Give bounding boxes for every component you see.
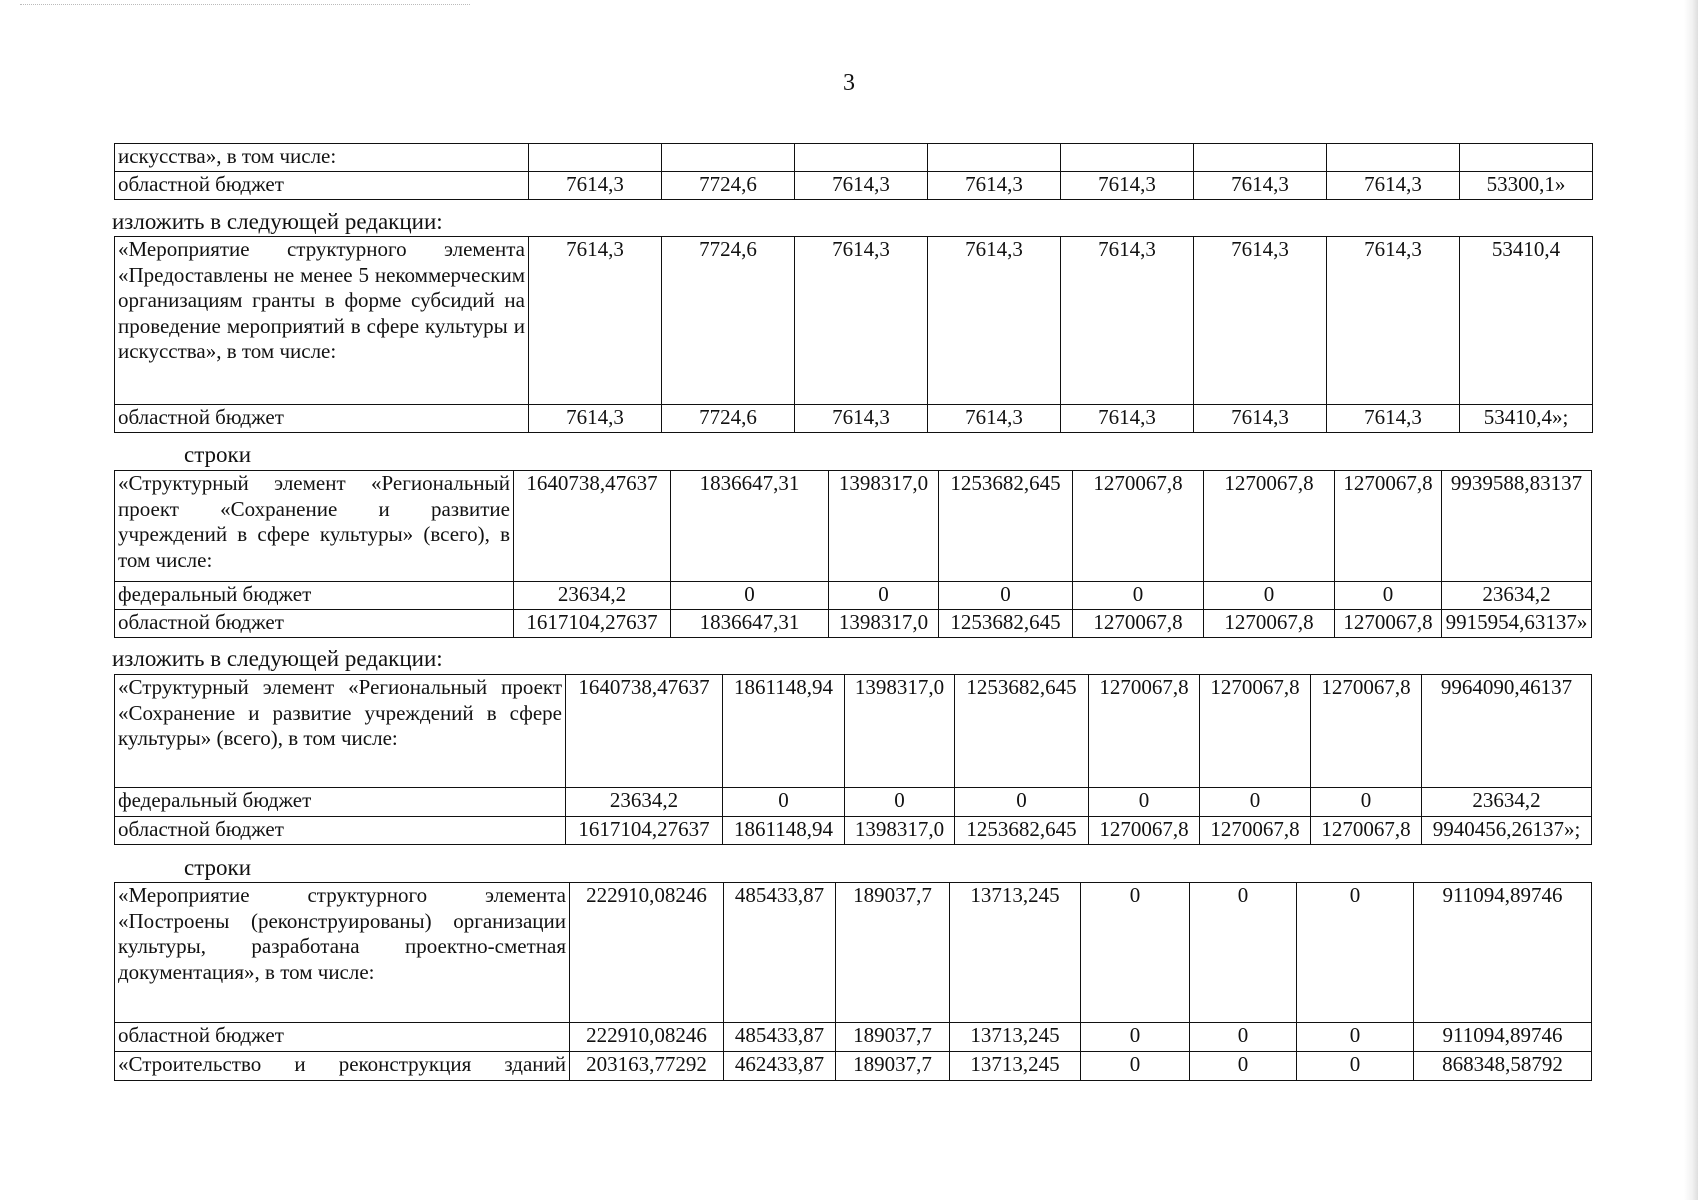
table-row [115, 471, 1592, 582]
table-row [115, 788, 1592, 817]
value-cell: 7614,3 [529, 237, 662, 405]
value-cell: 0 [955, 788, 1089, 817]
table-row [115, 610, 1592, 638]
table-row [115, 582, 1592, 610]
value-cell: 0 [845, 788, 955, 817]
value-cell: 0 [1081, 883, 1190, 1023]
value-cell: 868348,58792 [1414, 1052, 1592, 1081]
value-cell [1194, 144, 1327, 172]
rows-heading: строки [184, 442, 252, 467]
value-cell: 13713,245 [950, 1023, 1081, 1052]
value-cell: 1270067,8 [1335, 610, 1442, 638]
value-cell: 485433,87 [724, 1023, 836, 1052]
value-cell: 0 [1297, 1023, 1414, 1052]
value-cell: 7724,6 [662, 172, 795, 200]
value-cell: 1253682,645 [955, 817, 1089, 845]
table-row [115, 675, 1592, 788]
value-cell: 13713,245 [950, 883, 1081, 1023]
table-row [115, 883, 1592, 1023]
table-row [115, 1023, 1592, 1052]
table-culture-grants-new [114, 236, 1593, 433]
value-cell: 0 [1297, 883, 1414, 1023]
rows-heading: строки [184, 855, 252, 880]
row-label: федеральный бюджет [115, 582, 514, 610]
table-regional-project-old [114, 470, 1592, 638]
value-cell: 7614,3 [1061, 237, 1194, 405]
value-cell: 7614,3 [928, 237, 1061, 405]
value-cell: 23634,2 [514, 582, 671, 610]
table-row [115, 172, 1593, 200]
value-cell: 0 [1073, 582, 1204, 610]
value-cell: 1270067,8 [1204, 610, 1335, 638]
value-cell: 9964090,46137 [1422, 675, 1592, 788]
value-cell: 23634,2 [566, 788, 723, 817]
row-label: областной бюджет [115, 1023, 570, 1052]
value-cell: 1270067,8 [1089, 675, 1200, 788]
value-cell: 7614,3 [1194, 405, 1327, 433]
row-label: областной бюджет [115, 405, 529, 433]
value-cell: 1253682,645 [939, 610, 1073, 638]
value-cell: 7614,3 [1061, 172, 1194, 200]
value-cell: 7614,3 [795, 237, 928, 405]
value-cell: 7614,3 [529, 405, 662, 433]
scan-artifact-line [20, 4, 470, 5]
row-label: «Структурный элемент «Региональный проект «Сохранение и развитие учреждений в сфере культуры» (всего), в том числе: [115, 675, 566, 788]
value-cell: 1270067,8 [1311, 817, 1422, 845]
table-culture-grants-old-tail [114, 143, 1593, 200]
value-cell: 0 [1081, 1023, 1190, 1052]
value-cell: 7614,3 [928, 405, 1061, 433]
value-cell: 1398317,0 [829, 610, 939, 638]
value-cell: 0 [1190, 1052, 1297, 1081]
value-cell: 9940456,26137»; [1422, 817, 1592, 845]
value-cell: 7614,3 [795, 405, 928, 433]
value-cell: 1398317,0 [829, 471, 939, 582]
value-cell: 7614,3 [1327, 172, 1460, 200]
value-cell: 189037,7 [836, 1023, 950, 1052]
value-cell: 1270067,8 [1073, 610, 1204, 638]
value-cell: 0 [1204, 582, 1335, 610]
value-cell [1460, 144, 1593, 172]
value-cell [529, 144, 662, 172]
value-cell: 0 [1311, 788, 1422, 817]
row-label: «Строительство и реконструкция зданий [115, 1052, 570, 1081]
value-cell: 9915954,63137» [1442, 610, 1592, 638]
value-cell: 1270067,8 [1073, 471, 1204, 582]
value-cell: 1640738,47637 [514, 471, 671, 582]
table-row [115, 1052, 1592, 1081]
table-row [115, 237, 1593, 405]
row-label: искусства», в том числе: [115, 144, 529, 172]
value-cell [662, 144, 795, 172]
value-cell: 1398317,0 [845, 817, 955, 845]
value-cell: 911094,89746 [1414, 883, 1592, 1023]
value-cell: 1836647,31 [671, 610, 829, 638]
value-cell: 53300,1» [1460, 172, 1593, 200]
value-cell: 0 [1190, 883, 1297, 1023]
value-cell: 203163,77292 [570, 1052, 724, 1081]
value-cell: 9939588,83137 [1442, 471, 1592, 582]
value-cell: 13713,245 [950, 1052, 1081, 1081]
value-cell: 7614,3 [1061, 405, 1194, 433]
table-row [115, 817, 1592, 845]
row-label: «Мероприятие структурного элемента «Предоставлены не менее 5 некоммерческим организациям гранты в форме субсидий на проведение мероприятий в сфере культуры и искусства», в том числе: [115, 237, 529, 405]
scan-edge-shadow [1684, 0, 1698, 1200]
value-cell [928, 144, 1061, 172]
value-cell: 1617104,27637 [566, 817, 723, 845]
value-cell: 7614,3 [795, 172, 928, 200]
value-cell: 1270067,8 [1204, 471, 1335, 582]
value-cell: 0 [723, 788, 845, 817]
value-cell: 7614,3 [1327, 405, 1460, 433]
value-cell: 7724,6 [662, 237, 795, 405]
value-cell: 0 [671, 582, 829, 610]
value-cell: 911094,89746 [1414, 1023, 1592, 1052]
table-culture-construction [114, 882, 1592, 1081]
value-cell: 1270067,8 [1311, 675, 1422, 788]
value-cell: 485433,87 [724, 883, 836, 1023]
value-cell: 7614,3 [1327, 237, 1460, 405]
value-cell: 0 [1297, 1052, 1414, 1081]
table-row [115, 405, 1593, 433]
row-label: областной бюджет [115, 610, 514, 638]
value-cell: 1617104,27637 [514, 610, 671, 638]
value-cell: 1640738,47637 [566, 675, 723, 788]
value-cell: 7614,3 [1194, 237, 1327, 405]
row-label: областной бюджет [115, 817, 566, 845]
value-cell: 189037,7 [836, 1052, 950, 1081]
table-regional-project-new [114, 674, 1592, 845]
value-cell: 53410,4 [1460, 237, 1593, 405]
value-cell: 23634,2 [1442, 582, 1592, 610]
value-cell: 1861148,94 [723, 817, 845, 845]
value-cell [795, 144, 928, 172]
value-cell: 222910,08246 [570, 1023, 724, 1052]
table-row [115, 144, 1593, 172]
row-label: федеральный бюджет [115, 788, 566, 817]
value-cell [1327, 144, 1460, 172]
value-cell: 7614,3 [529, 172, 662, 200]
amendment-heading: изложить в следующей редакции: [112, 209, 443, 234]
value-cell: 1253682,645 [939, 471, 1073, 582]
value-cell: 1270067,8 [1335, 471, 1442, 582]
row-label: «Структурный элемент «Региональный проект «Сохранение и развитие учреждений в сфере культуры» (всего), в том числе: [115, 471, 514, 582]
value-cell: 1398317,0 [845, 675, 955, 788]
amendment-heading: изложить в следующей редакции: [112, 646, 443, 671]
page-number: 3 [843, 70, 855, 96]
value-cell: 1270067,8 [1200, 675, 1311, 788]
value-cell: 7614,3 [1194, 172, 1327, 200]
value-cell: 0 [1190, 1023, 1297, 1052]
value-cell: 0 [939, 582, 1073, 610]
value-cell: 1270067,8 [1200, 817, 1311, 845]
value-cell: 1270067,8 [1089, 817, 1200, 845]
value-cell: 1861148,94 [723, 675, 845, 788]
value-cell: 0 [829, 582, 939, 610]
value-cell: 0 [1081, 1052, 1190, 1081]
value-cell: 7614,3 [928, 172, 1061, 200]
value-cell [1061, 144, 1194, 172]
value-cell: 1253682,645 [955, 675, 1089, 788]
value-cell: 189037,7 [836, 883, 950, 1023]
value-cell: 0 [1335, 582, 1442, 610]
row-label: «Мероприятие структурного элемента «Построены (реконструированы) организации культуры, разработана проектно-сметная документация», в том числе: [115, 883, 570, 1023]
value-cell: 0 [1089, 788, 1200, 817]
value-cell: 222910,08246 [570, 883, 724, 1023]
value-cell: 1836647,31 [671, 471, 829, 582]
value-cell: 23634,2 [1422, 788, 1592, 817]
value-cell: 7724,6 [662, 405, 795, 433]
value-cell: 462433,87 [724, 1052, 836, 1081]
row-label: областной бюджет [115, 172, 529, 200]
value-cell: 0 [1200, 788, 1311, 817]
value-cell: 53410,4»; [1460, 405, 1593, 433]
